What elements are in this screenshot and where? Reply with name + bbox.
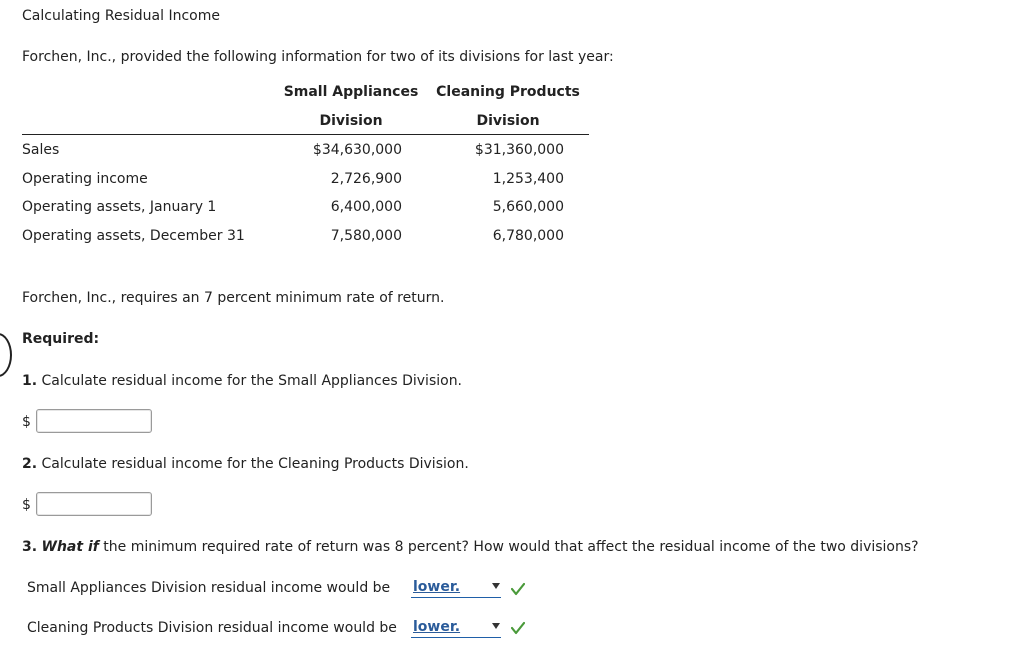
question-3-text: the minimum required rate of return was 8 percent? How would that affect the residual income of the two divisions? (98, 539, 919, 555)
cell-sales-small: $34,630,000 (312, 142, 402, 158)
currency-symbol-1: $ (22, 414, 31, 430)
question-3-number: 3. (22, 539, 38, 555)
cell-sales-cleaning: $31,360,000 (474, 142, 564, 158)
cell-assets-dec-small: 7,580,000 (330, 228, 402, 244)
col-header-cleaning-products-line1: Cleaning Products (436, 84, 580, 100)
question-2 (22, 456, 469, 472)
question-1 (22, 373, 462, 389)
check-icon (511, 621, 525, 635)
cell-income-small: 2,726,900 (330, 171, 402, 187)
question-1-number: 1. (22, 373, 38, 389)
cell-assets-dec-cleaning: 6,780,000 (492, 228, 564, 244)
chevron-down-icon (492, 583, 500, 589)
currency-symbol-2: $ (22, 497, 31, 513)
cell-income-cleaning: 1,253,400 (492, 171, 564, 187)
page-title: Calculating Residual Income (22, 8, 220, 24)
question-3-emphasis: What if (41, 539, 99, 555)
col-header-small-appliances-line2: Division (319, 113, 383, 129)
question-2-text: Calculate residual income for the Cleaning Products Division. (37, 456, 469, 472)
residual-income-cleaning-input[interactable] (36, 492, 152, 516)
cell-assets-jan-cleaning: 5,660,000 (492, 199, 564, 215)
cleaning-products-select-value: lower. (413, 619, 461, 635)
check-icon (511, 582, 525, 596)
cell-assets-jan-small: 6,400,000 (330, 199, 402, 215)
row-label-sales: Sales (22, 142, 60, 158)
answer-label-small: Small Appliances Division residual income would be (27, 580, 391, 596)
small-appliances-select-value: lower. (413, 579, 461, 595)
intro-text: Forchen, Inc., provided the following information for two of its divisions for last year: (22, 49, 614, 65)
row-label-assets-jan: Operating assets, January 1 (22, 199, 217, 215)
row-label-operating-income: Operating income (22, 171, 148, 187)
chevron-down-icon (492, 623, 500, 629)
col-header-cleaning-products-line2: Division (476, 113, 540, 129)
cleaning-products-select[interactable] (411, 620, 501, 638)
table-header-rule (22, 134, 589, 135)
nav-bracket (0, 333, 12, 377)
answer-label-cleaning: Cleaning Products Division residual income would be (27, 620, 397, 636)
question-1-text: Calculate residual income for the Small Appliances Division. (37, 373, 463, 389)
min-rate-text: Forchen, Inc., requires an 7 percent minimum rate of return. (22, 290, 445, 306)
row-label-assets-dec: Operating assets, December 31 (22, 228, 245, 244)
question-2-number: 2. (22, 456, 38, 472)
residual-income-small-input[interactable] (36, 409, 152, 433)
col-header-small-appliances-line1: Small Appliances (283, 84, 419, 100)
question-3 (22, 539, 919, 555)
required-label: Required: (22, 331, 100, 347)
small-appliances-select[interactable] (411, 580, 501, 598)
